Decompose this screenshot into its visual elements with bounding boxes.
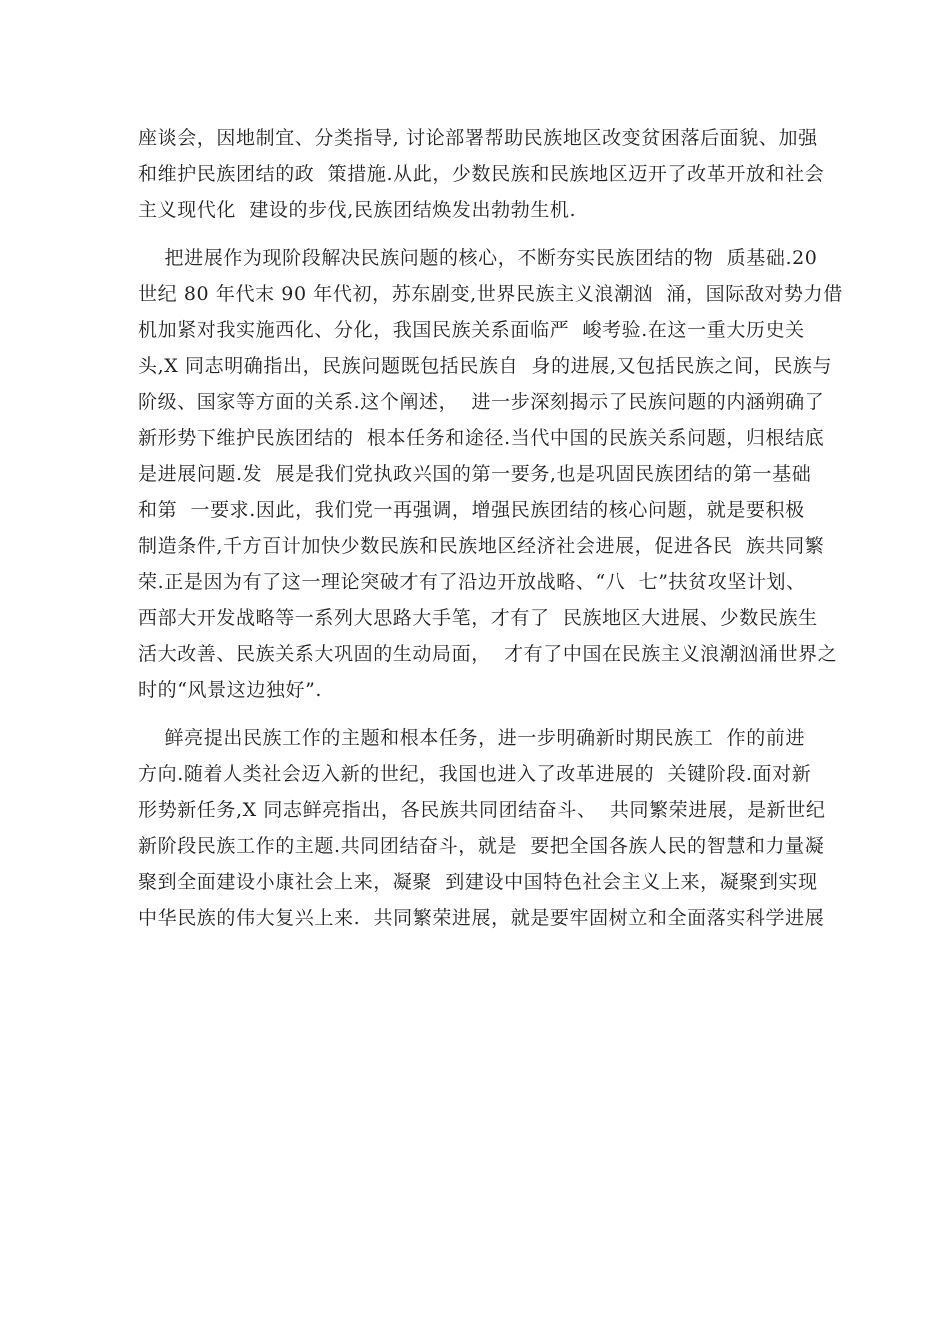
text-line-21: 聚到全面建设小康社会上来，凝聚 到建设中国特色社会主义上来，凝聚到实现 — [138, 871, 818, 893]
text-line-19: 形势新任务,X 同志鲜亮指出，各民族共同团结奋斗、 共同繁荣进展，是新世纪 — [138, 799, 826, 821]
text-line-22: 中华民族的伟大复兴上来. 共同繁荣进展，就是要牢固树立和全面落实科学进展 — [138, 907, 825, 929]
text-line-11: 和第 一要求.因此，我们党一再强调，增强民族团结的核心问题，就是要积极 — [138, 499, 805, 521]
document-body — [138, 120, 843, 936]
text-line-16: 时的“风景这边独好”. — [138, 679, 323, 701]
text-line-17: 鲜亮提出民族工作的主题和根本任务，进一步明确新时期民族工 作的前进 — [138, 727, 806, 749]
text-line-2: 和维护民族团结的政 策措施.从此，少数民族和民族地区迈开了改革开放和社会 — [138, 163, 825, 185]
text-line-9: 新形势下维护民族团结的 根本任务和途径.当代中国的民族关系问题，归根结底 — [138, 427, 825, 449]
text-line-14: 西部大开发战略等一系列大思路大手笔，才有了 民族地区大进展、少数民族生 — [138, 607, 818, 629]
text-line-5: 世纪 80 年代末 90 年代初，苏东剧变,世界民族主义浪潮汹 涌，国际敌对势力借 — [138, 283, 843, 305]
text-line-3: 主义现代化 建设的步伐,民族团结焕发出勃勃生机. — [138, 199, 577, 221]
text-line-20: 新阶段民族工作的主题.共同团结奋斗，就是 要把全国各族人民的智慧和力量凝 — [138, 835, 825, 857]
text-line-7: 头,X 同志明确指出，民族问题既包括民族自 身的进展,又包括民族之间，民族与 — [138, 355, 833, 377]
text-line-8: 阶级、国家等方面的关系.这个阐述， 进一步深刻揭示了民族问题的内涵朔确了 — [138, 391, 825, 413]
text-line-6: 机加紧对我实施西化、分化，我国民族关系面临严 峻考验.在这一重大历史关 — [138, 319, 805, 341]
text-line-18: 方向.随着人类社会迈入新的世纪，我国也进入了改革进展的 关键阶段.面对新 — [138, 763, 812, 785]
text-line-10: 是进展问题.发 展是我们党执政兴国的第一要务,也是巩固民族团结的第一基础 — [138, 463, 812, 485]
text-line-13: 荣.正是因为有了这一理论突破才有了沿边开放战略、“八 七”扶贫攻坚计划、 — [138, 571, 806, 593]
text-line-12: 制造条件,千方百计加快少数民族和民族地区经济社会进展，促进各民 族共同繁 — [138, 535, 825, 557]
text-line-4: 把进展作为现阶段解决民族问题的核心，不断夯实民族团结的物 质基础.20 — [138, 247, 818, 269]
text-line-1: 座谈会，因地制宜、分类指导, 讨论部署帮助民族地区改变贫困落后面貌、加强 — [138, 127, 818, 149]
text-line-15: 活大改善、民族关系大巩固的生动局面， 才有了中国在民族主义浪潮汹涌世界之 — [138, 643, 838, 665]
